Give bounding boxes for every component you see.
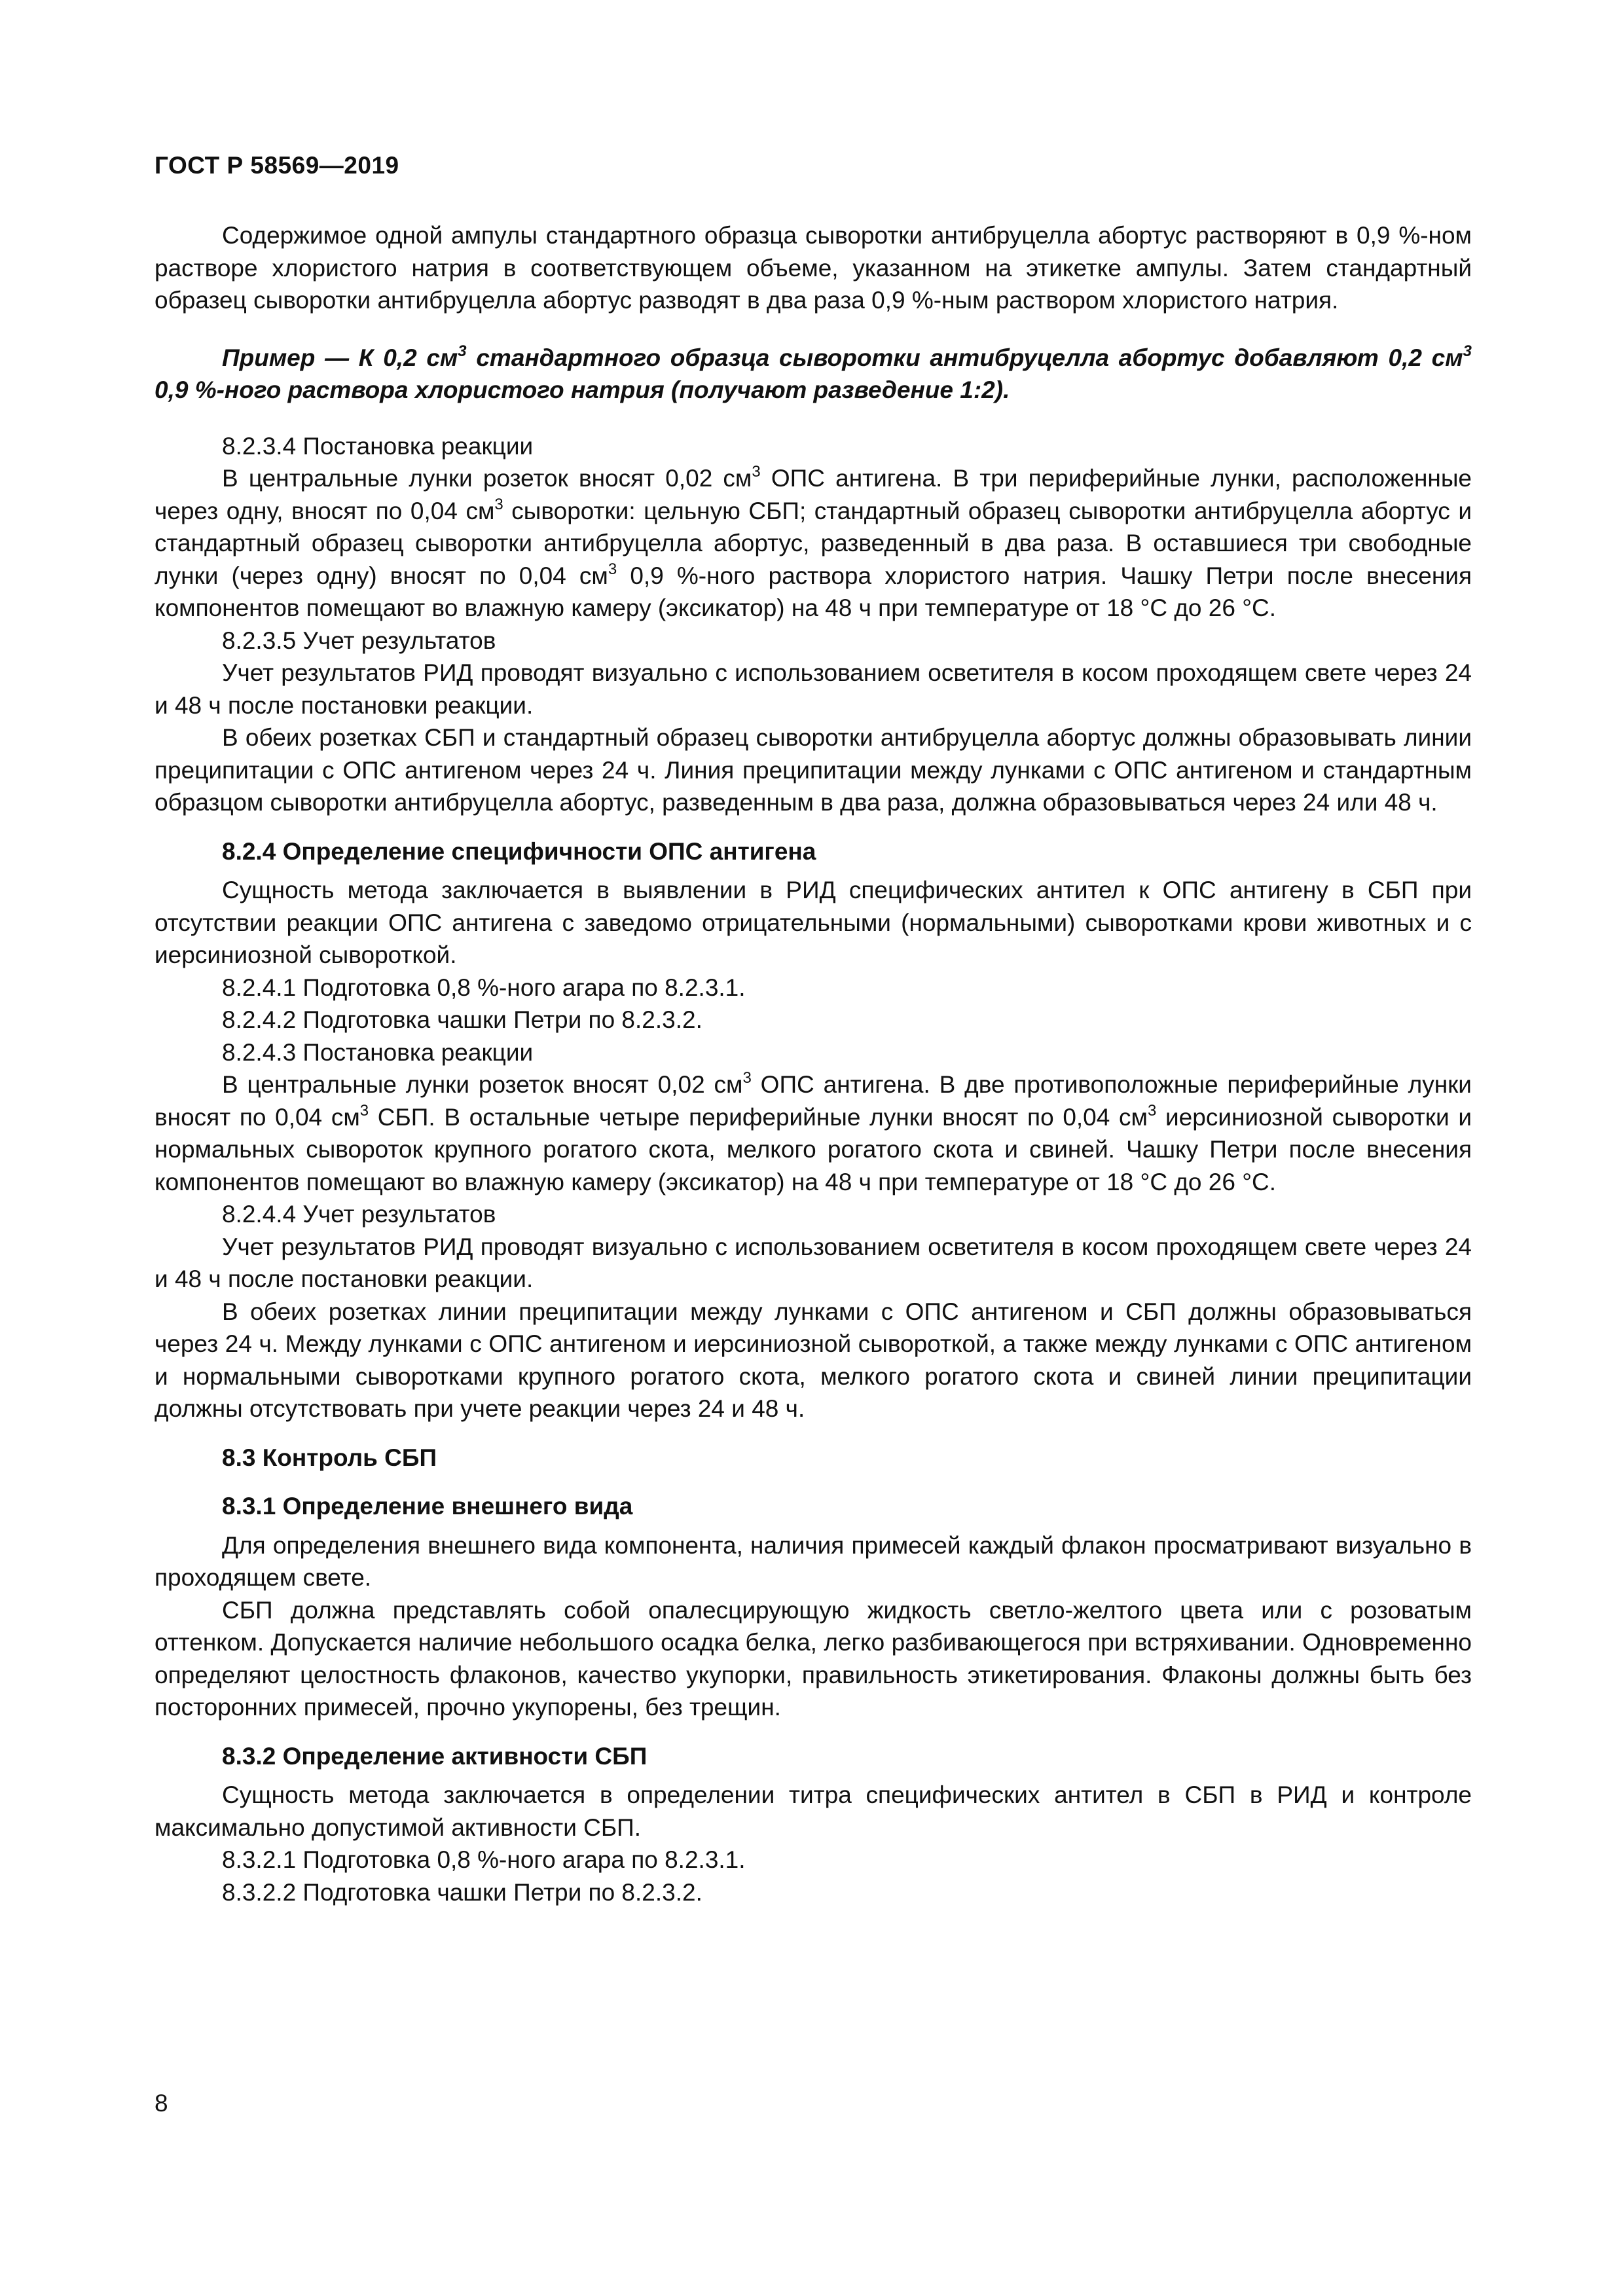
paragraph (155, 1594, 1472, 1724)
text-run: ОПС антигена. В три периферийные лунки, расположенные через одну, вносят по 0,04 см (155, 465, 1472, 524)
text-run: СБП. В остальные четыре периферийные лунки вносят по 0,04 см (369, 1103, 1148, 1131)
text-run: 8.2.4.3 Постановка реакции (222, 1038, 534, 1066)
text-run: стандартного образца сыворотки антибруцелла абортус добавляют 0,2 см (466, 344, 1463, 371)
section-heading (155, 1490, 1472, 1523)
text-run: Сущность метода заключается в определении титра специфических антител в СБП в РИД и контроле максимально допустимой активности СБП. (155, 1781, 1472, 1841)
paragraph (155, 972, 1472, 1004)
paragraph (155, 1844, 1472, 1876)
text-run: 8.3.2.1 Подготовка 0,8 %-ного агара по 8.2.3.1. (222, 1846, 746, 1873)
page-number: 8 (155, 2090, 168, 2117)
text-run: 0,9 %-ного раствора хлористого натрия (получают разведение 1:2). (155, 376, 1010, 403)
superscript: 3 (608, 560, 617, 578)
superscript: 3 (494, 495, 503, 513)
text-run: 8.2.4.2 Подготовка чашки Петри по 8.2.3.2. (222, 1006, 702, 1033)
paragraph (155, 1529, 1472, 1594)
text-run: Сущность метода заключается в выявлении в РИД специфических антител к ОПС антигену в СБП при отсутствии реакции ОПС антигена с заведомо отрицательными (нормальными) сыворотками крови животных и с иерсиниозной сывороткой. (155, 877, 1472, 968)
document-header: ГОСТ Р 58569—2019 (155, 152, 399, 179)
superscript: 3 (752, 463, 761, 481)
paragraph (155, 657, 1472, 721)
paragraph (155, 462, 1472, 625)
example-note (155, 342, 1472, 407)
paragraph (155, 1036, 1472, 1069)
paragraph (155, 1296, 1472, 1425)
text-run: 0,9 %-ного раствора хлористого натрия. Чашку Петри после внесения компонентов помещают во влажную камеру (эксикатор) на 48 ч при температуре от 18 °С до 26 °С. (155, 562, 1472, 621)
text-run: Учет результатов РИД проводят визуально с использованием осветителя в косом проходящем свете через 24 и 48 ч после постановки реакции. (155, 1233, 1472, 1292)
paragraph (155, 1068, 1472, 1198)
text-run: В обеих розетках СБП и стандартный образец сыворотки антибруцелла абортус должны образовывать линии преципитации с ОПС антигеном через 24 ч. Линия преципитации между лунками с ОПС антигеном и стандартным образцом сыворотки антибруцелла абортус, разведенным в два раза, должна образовываться через 24 или 48 ч. (155, 724, 1472, 816)
paragraph (155, 219, 1472, 317)
text-run: Содержимое одной ампулы стандартного образца сыворотки антибруцелла абортус растворяют в 0,9 %-ном растворе хлористого натрия в соответствующем объеме, указанном на этикетке ампулы. Затем стандартный образец сыворотки антибруцелла абортус разводят в два раза 0,9 %-ным раствором хлористого натрия. (155, 222, 1472, 314)
text-run: В центральные лунки розеток вносят 0,02 см (222, 1071, 743, 1098)
paragraph (155, 1876, 1472, 1909)
text-run: 8.2.4.1 Подготовка 0,8 %-ного агара по 8.2.3.1. (222, 974, 746, 1001)
text-run: Для определения внешнего вида компонента, наличия примесей каждый флакон просматривают визуально в проходящем свете. (155, 1531, 1472, 1591)
paragraph (155, 1004, 1472, 1036)
superscript: 3 (1463, 342, 1472, 360)
text-run: Учет результатов РИД проводят визуально с использованием осветителя в косом проходящем свете через 24 и 48 ч после постановки реакции. (155, 659, 1472, 719)
text-run: 8.2.3.5 Учет результатов (222, 627, 496, 654)
text-run: В обеих розетках линии преципитации между лунками с ОПС антигеном и СБП должны образовываться через 24 ч. Между лунками с ОПС антигеном и иерсиниозной сывороткой, а также между лунками с ОПС антигеном и нормальными сыворотками крупного рогатого скота, мелкого рогатого скота и свиней линии преципитации должны отсутствовать при учете реакции через 24 и 48 ч. (155, 1298, 1472, 1422)
text-run: В центральные лунки розеток вносят 0,02 см (222, 465, 752, 492)
paragraph (155, 874, 1472, 972)
section-heading (155, 1740, 1472, 1773)
superscript: 3 (742, 1069, 752, 1087)
text-run: 8.2.4.4 Учет результатов (222, 1201, 496, 1228)
text-run: 8.3.1 Определение внешнего вида (222, 1493, 633, 1520)
text-run: 8.3.2.2 Подготовка чашки Петри по 8.2.3.2. (222, 1878, 702, 1906)
text-run: иерсиниозной сыворотки и нормальных сывороток крупного рогатого скота, мелкого рогатого скота и свиней. Чашку Петри после внесения компонентов помещают во влажную камеру (эксикатор) на 48 ч при температуре от 18 °С до 26 °С. (155, 1103, 1472, 1195)
paragraph (155, 1231, 1472, 1296)
paragraph (155, 721, 1472, 819)
superscript: 3 (359, 1101, 369, 1120)
text-run: ОПС антигена. В две противоположные периферийные лунки вносят по 0,04 см (155, 1071, 1472, 1131)
paragraph (155, 625, 1472, 657)
text-run: СБП должна представлять собой опалесцирующую жидкость светло-желтого цвета или с розоватым оттенком. Допускается наличие небольшого осадка белка, легко разбивающегося при встряхивании. Одновременно определяют целостность флаконов, качество укупорки, правильность этикетирования. Флаконы должны быть без посторонних примесей, прочно укупорены, без трещин. (155, 1596, 1472, 1721)
text-run: Пример — К 0,2 см (222, 344, 458, 371)
paragraph (155, 1779, 1472, 1844)
superscript: 3 (1147, 1101, 1157, 1120)
section-heading (155, 835, 1472, 868)
document-body (155, 219, 1472, 1908)
text-run: сыворотки: цельную СБП; стандартный образец сыворотки антибруцелла абортус и стандартный образец сыворотки антибруцелла абортус, разведенный в два раза. В оставшиеся три свободные лунки (через одну) вносят по 0,04 см (155, 497, 1472, 589)
text-run: 8.2.4 Определение специфичности ОПС антигена (222, 837, 816, 865)
text-run: 8.3 Контроль СБП (222, 1444, 437, 1471)
section-heading (155, 1442, 1472, 1474)
paragraph (155, 430, 1472, 463)
text-run: 8.2.3.4 Постановка реакции (222, 432, 534, 460)
superscript: 3 (458, 342, 467, 360)
text-run: 8.3.2 Определение активности СБП (222, 1742, 647, 1770)
paragraph (155, 1198, 1472, 1231)
